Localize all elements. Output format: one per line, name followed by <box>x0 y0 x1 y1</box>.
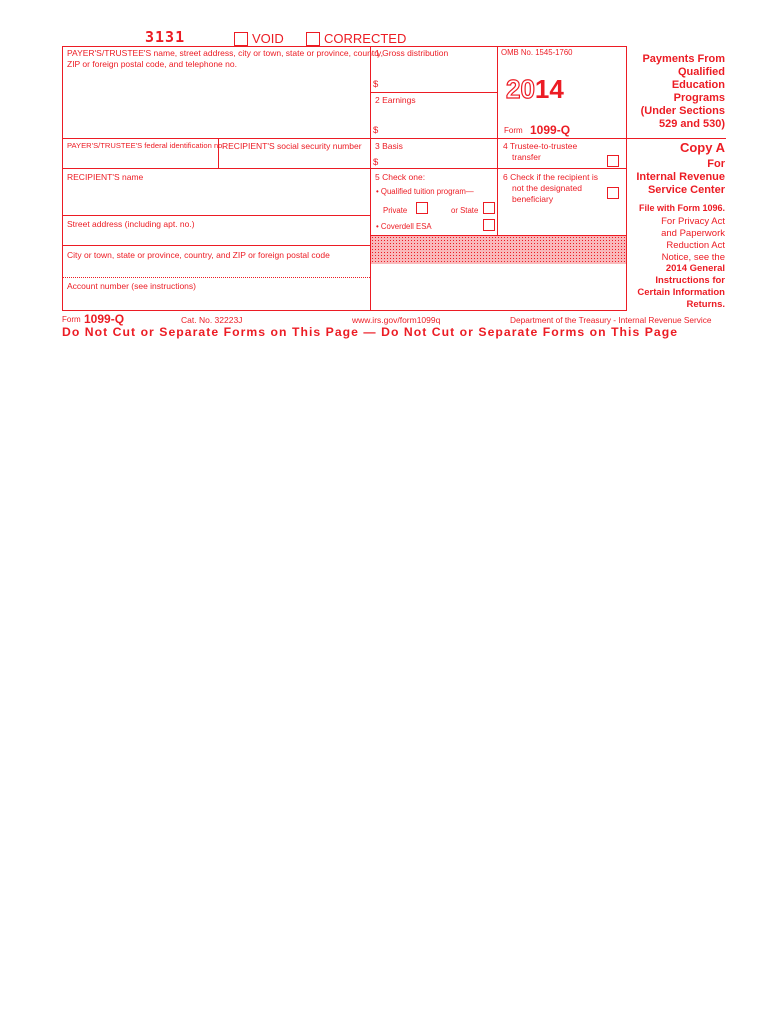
sidebar-divider <box>626 138 726 139</box>
sidebar-for <box>630 158 725 197</box>
grid-bottom-line <box>62 310 627 311</box>
account-field[interactable] <box>63 293 369 309</box>
city-bottom <box>62 277 370 278</box>
payer-name-label-2: ZIP or foreign postal code, and telephone no. <box>67 59 237 69</box>
sidebar-file-with: File with Form 1096. <box>638 203 725 213</box>
box4-checkbox[interactable] <box>607 155 619 167</box>
payer-fedid-field[interactable] <box>63 150 217 167</box>
sidebar-general <box>620 263 725 311</box>
box5-private-checkbox[interactable] <box>416 202 428 214</box>
sidebar-general-line: Certain Information <box>637 287 725 298</box>
form-code: 3131 <box>145 28 186 46</box>
footer-warning: Do Not Cut or Separate Forms on This Page — Do Not Cut or Separate Forms on This Page <box>62 325 679 339</box>
box4-label-2: transfer <box>512 152 541 162</box>
box2-dollar: $ <box>373 125 379 136</box>
box5-label: 5 Check one: <box>375 172 426 182</box>
tax-year-outline: 20 <box>506 74 535 104</box>
void-checkbox[interactable] <box>234 32 248 46</box>
corrected-label: CORRECTED <box>324 31 407 46</box>
street-label: Street address (including apt. no.) <box>67 219 195 229</box>
tax-year <box>506 76 564 102</box>
box3-dollar: $ <box>373 157 379 168</box>
box1-field[interactable] <box>382 76 494 91</box>
box5-coverdell-checkbox[interactable] <box>483 219 495 231</box>
sidebar-title-line: Education <box>671 79 725 91</box>
box5-state-label: or State <box>451 206 479 215</box>
sidebar-privacy-line: Notice, see the <box>661 252 725 263</box>
sidebar-for-line: For <box>707 158 725 170</box>
box5-private-label: Private <box>383 206 408 215</box>
street-bottom <box>62 245 370 246</box>
sidebar-privacy-line: Reduction Act <box>666 240 725 251</box>
grid-col3-line <box>497 46 498 235</box>
box6-checkbox[interactable] <box>607 187 619 199</box>
box5-coverdell-label: • Coverdell ESA <box>376 222 432 231</box>
footer-cat-no: Cat. No. 32223J <box>181 315 243 325</box>
box6-label-2: not the designated <box>512 183 582 193</box>
omb-form-name: 1099-Q <box>530 123 571 137</box>
tax-year-bold: 14 <box>534 74 564 104</box>
recipient-ssn-label: RECIPIENT'S social security number <box>222 141 362 151</box>
box1-bottom <box>370 92 497 93</box>
omb-number: OMB No. 1545-1760 <box>501 48 573 57</box>
footer-dept: Department of the Treasury - Internal Revenue Service <box>510 315 712 325</box>
box6-label-3: beneficiary <box>512 194 554 204</box>
payer-name-field[interactable] <box>63 72 369 137</box>
sidebar-title-line: 529 and 530) <box>658 118 725 130</box>
grid-mid-line <box>370 46 371 310</box>
footer-url: www.irs.gov/form1099q <box>352 315 441 325</box>
sidebar-privacy-line: For Privacy Act <box>661 216 725 227</box>
street-field[interactable] <box>63 231 369 244</box>
box5-state-checkbox[interactable] <box>483 202 495 214</box>
box2-label: 2 Earnings <box>375 95 416 105</box>
sidebar-privacy <box>630 216 725 264</box>
box1-label: 1 Gross distribution <box>375 48 449 58</box>
row-payer-bottom <box>62 138 626 139</box>
payer-name-label-1: PAYER'S/TRUSTEE'S name, street address, city or town, state or province, country, <box>67 48 383 58</box>
account-label: Account number (see instructions) <box>67 281 196 291</box>
box3-field[interactable] <box>382 154 494 167</box>
box3-label: 3 Basis <box>375 141 403 151</box>
sidebar-for-line: Service Center <box>647 184 725 196</box>
sidebar-for-line: Internal Revenue <box>636 171 725 183</box>
city-label: City or town, state or province, country, and ZIP or foreign postal code <box>67 250 330 260</box>
payer-fedid-label: PAYER'S/TRUSTEE'S federal identification no. <box>67 141 225 150</box>
recipient-name-field[interactable] <box>63 185 369 214</box>
omb-form-prefix: Form <box>504 126 523 135</box>
recipient-name-label: RECIPIENT'S name <box>67 172 144 182</box>
sidebar-title-line: Qualified <box>677 66 725 78</box>
sidebar-title-line: Payments From <box>642 53 725 65</box>
grid-top-line <box>62 46 627 47</box>
sidebar-general-line: Instructions for <box>655 275 725 286</box>
footer-form-prefix: Form <box>62 315 81 324</box>
void-label: VOID <box>252 31 284 46</box>
copy-label: Copy A <box>679 140 725 155</box>
sidebar-title <box>630 53 725 131</box>
recipient-ssn-field[interactable] <box>219 150 369 167</box>
box5-qtp: • Qualified tuition program— <box>376 187 474 196</box>
box4-label-1: 4 Trustee-to-trustee <box>503 141 578 151</box>
sidebar-title-line: (Under Sections <box>640 105 725 117</box>
sidebar-general-line: Returns. <box>686 299 725 310</box>
city-field[interactable] <box>63 262 369 276</box>
sidebar-general-line: 2014 General <box>665 263 725 274</box>
shaded-area <box>371 236 626 264</box>
row-ids-bottom <box>62 168 626 169</box>
footer-form-name: 1099-Q <box>84 312 125 326</box>
recipient-name-bottom <box>62 215 370 216</box>
sidebar-title-line: Programs <box>673 92 725 104</box>
corrected-checkbox[interactable] <box>306 32 320 46</box>
box2-field[interactable] <box>382 122 494 137</box>
box6-label-1: 6 Check if the recipient is <box>503 172 598 182</box>
sidebar-privacy-line: and Paperwork <box>661 228 725 239</box>
box1-dollar: $ <box>373 79 379 90</box>
